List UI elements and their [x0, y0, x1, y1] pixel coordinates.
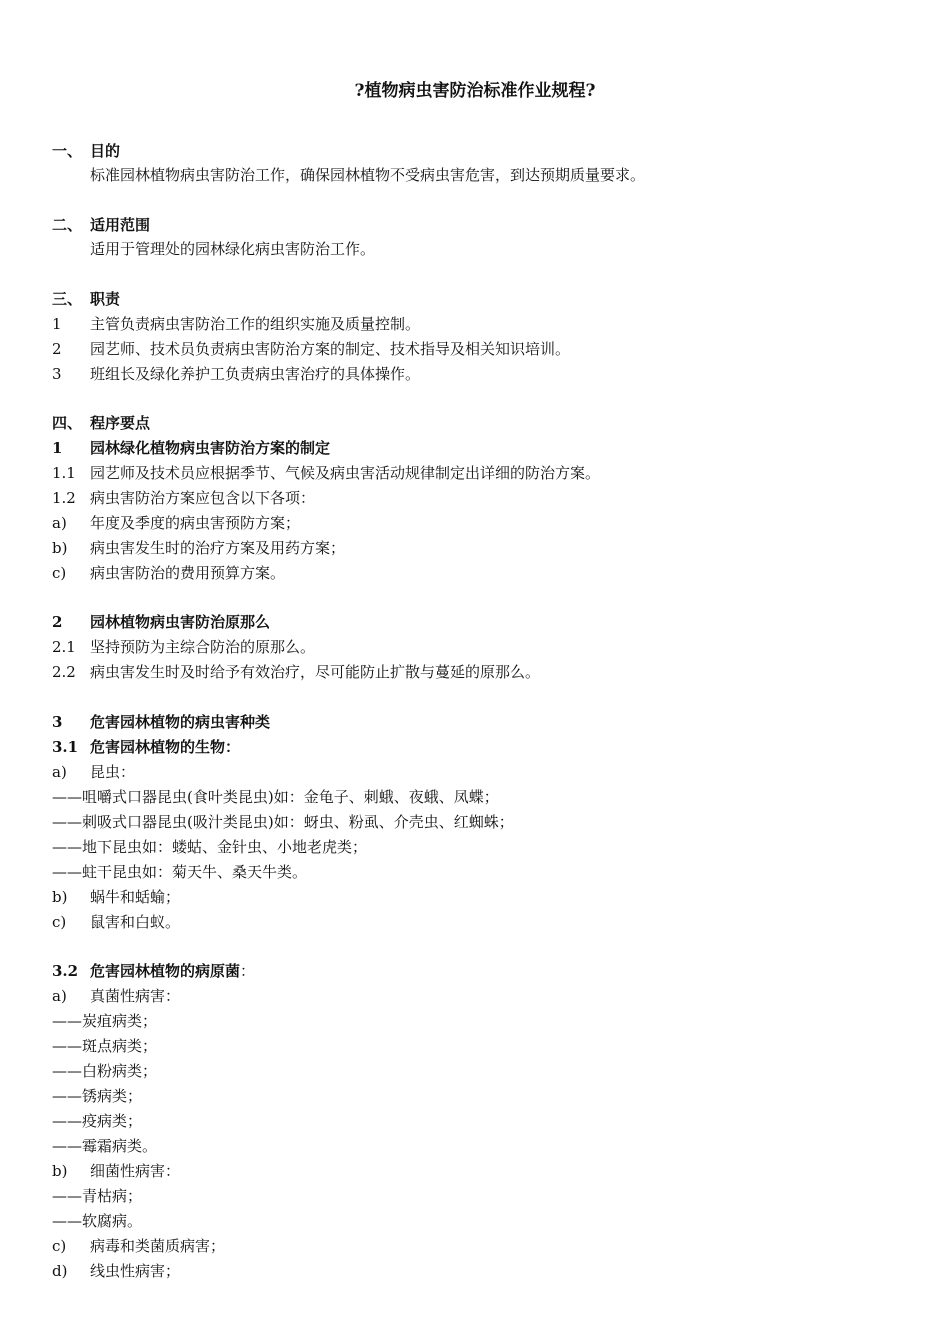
line-marker: 四、	[52, 414, 83, 432]
text-line	[52, 861, 912, 883]
line-marker: 1.2	[52, 489, 76, 507]
numbered-line	[52, 487, 912, 509]
line-text: 危害园林植物的生物：	[90, 738, 241, 756]
text-line	[52, 1085, 912, 1107]
line-marker: b)	[52, 888, 68, 906]
line-text: 适用范围	[90, 216, 151, 234]
line-marker: 2	[52, 340, 62, 358]
line-text: 坚持预防为主综合防治的原那么。	[90, 638, 316, 656]
line-text: 班组长及绿化养护工负责病虫害治疗的具体操作。	[90, 365, 421, 383]
line-text: 园林植物病虫害防治原那么	[90, 613, 271, 631]
line-marker: 1	[52, 315, 62, 333]
numbered-line	[52, 214, 912, 236]
line-marker: b)	[52, 1162, 68, 1180]
numbered-line	[52, 363, 912, 385]
text-line	[52, 786, 912, 808]
numbered-line	[52, 338, 912, 360]
line-marker: 3	[52, 713, 63, 731]
numbered-line	[52, 985, 912, 1007]
document-title: ?植物病虫害防治标准作业规程?	[354, 81, 596, 101]
text-line	[52, 1035, 912, 1057]
line-text: 病虫害发生时的治疗方案及用药方案；	[90, 539, 346, 557]
text-line	[52, 836, 912, 858]
line-text: ——刺吸式口器昆虫(吸汁类昆虫)如：蚜虫、粉虱、介壳虫、红蜘蛛；	[52, 813, 514, 831]
line-marker: 2.1	[52, 638, 76, 656]
line-text: ——软腐病。	[52, 1212, 143, 1230]
line-marker: 一、	[52, 142, 83, 160]
line-text: 昆虫：	[90, 763, 136, 781]
line-text: 程序要点	[90, 414, 151, 432]
line-marker: 1	[52, 439, 63, 457]
text-line	[52, 811, 912, 833]
text-line	[52, 1060, 912, 1082]
text-line	[52, 164, 912, 186]
line-text: 主管负责病虫害防治工作的组织实施及质量控制。	[90, 315, 421, 333]
text-line	[52, 1110, 912, 1132]
line-text: ——炭疽病类；	[52, 1012, 158, 1030]
line-text: 适用于管理处的园林绿化病虫害防治工作。	[90, 240, 376, 258]
line-text: ——地下昆虫如：蝼蛄、金针虫、小地老虎类；	[52, 838, 368, 856]
line-marker: 3	[52, 365, 62, 383]
numbered-line	[52, 711, 912, 733]
line-marker: c)	[52, 913, 67, 931]
line-text: 园艺师、技术员负责病虫害防治方案的制定、技术指导及相关知识培训。	[90, 340, 571, 358]
line-text: 线虫性病害；	[90, 1262, 181, 1280]
line-text: 蜗牛和蛞蝓；	[90, 888, 181, 906]
line-text: ——咀嚼式口器昆虫(食叶类昆虫)如：金龟子、刺蛾、夜蛾、凤蝶；	[52, 788, 499, 806]
numbered-line	[52, 960, 912, 982]
numbered-line	[52, 412, 912, 434]
line-text: 病毒和类菌质病害；	[90, 1237, 226, 1255]
line-text: 鼠害和白蚁。	[90, 913, 181, 931]
numbered-line	[52, 661, 912, 683]
numbered-line	[52, 562, 912, 584]
numbered-line	[52, 462, 912, 484]
numbered-line	[52, 537, 912, 559]
text-line	[52, 1210, 912, 1232]
line-marker: a)	[52, 514, 67, 532]
line-text: 危害园林植物的病原菌：	[90, 962, 256, 980]
numbered-line	[52, 1260, 912, 1282]
numbered-line	[52, 886, 912, 908]
line-marker: c)	[52, 564, 67, 582]
line-text: 病虫害防治的费用预算方案。	[90, 564, 286, 582]
line-text: 年度及季度的病虫害预防方案；	[90, 514, 301, 532]
line-text: 危害园林植物的病虫害种类	[90, 713, 271, 731]
line-text: 病虫害发生时及时给予有效治疗，尽可能防止扩散与蔓延的原那么。	[90, 663, 541, 681]
line-text: 园艺师及技术员应根据季节、气候及病虫害活动规律制定出详细的防治方案。	[90, 464, 601, 482]
line-marker: 3.2	[52, 962, 79, 980]
line-text: ——锈病类；	[52, 1087, 143, 1105]
line-text: 职责	[90, 290, 121, 308]
line-marker: 三、	[52, 290, 83, 308]
text-line	[52, 1010, 912, 1032]
line-marker: 2	[52, 613, 63, 631]
line-marker: d)	[52, 1262, 68, 1280]
text-line	[52, 1135, 912, 1157]
numbered-line	[52, 140, 912, 162]
line-text: ——霉霜病类。	[52, 1137, 158, 1155]
line-text: 园林绿化植物病虫害防治方案的制定	[90, 439, 331, 457]
numbered-line	[52, 736, 912, 758]
numbered-line	[52, 611, 912, 633]
line-marker: 2.2	[52, 663, 76, 681]
text-line	[52, 1185, 912, 1207]
numbered-line	[52, 636, 912, 658]
line-marker: 1.1	[52, 464, 76, 482]
line-text: 标准园林植物病虫害防治工作，确保园林植物不受病虫害危害，到达预期质量要求。	[90, 166, 646, 184]
numbered-line	[52, 761, 912, 783]
line-text: 目的	[90, 142, 121, 160]
line-text: ——青枯病；	[52, 1187, 143, 1205]
line-suffix: ：	[240, 962, 256, 980]
line-text: ——斑点病类；	[52, 1037, 158, 1055]
numbered-line	[52, 288, 912, 310]
numbered-line	[52, 313, 912, 335]
line-marker: a)	[52, 763, 67, 781]
line-marker: 二、	[52, 216, 83, 234]
line-text: 真菌性病害：	[90, 987, 181, 1005]
line-marker: a)	[52, 987, 67, 1005]
text-line	[52, 238, 912, 260]
line-marker: b)	[52, 539, 68, 557]
line-marker: 3.1	[52, 738, 79, 756]
line-text: ——蛀干昆虫如：菊天牛、桑天牛类。	[52, 863, 308, 881]
numbered-line	[52, 1235, 912, 1257]
numbered-line	[52, 911, 912, 933]
numbered-line	[52, 1160, 912, 1182]
line-text: 细菌性病害：	[90, 1162, 181, 1180]
line-text: ——白粉病类；	[52, 1062, 158, 1080]
numbered-line	[52, 437, 912, 459]
line-marker: c)	[52, 1237, 67, 1255]
numbered-line	[52, 512, 912, 534]
line-text: 病虫害防治方案应包含以下各项：	[90, 489, 316, 507]
line-text: ——疫病类；	[52, 1112, 143, 1130]
